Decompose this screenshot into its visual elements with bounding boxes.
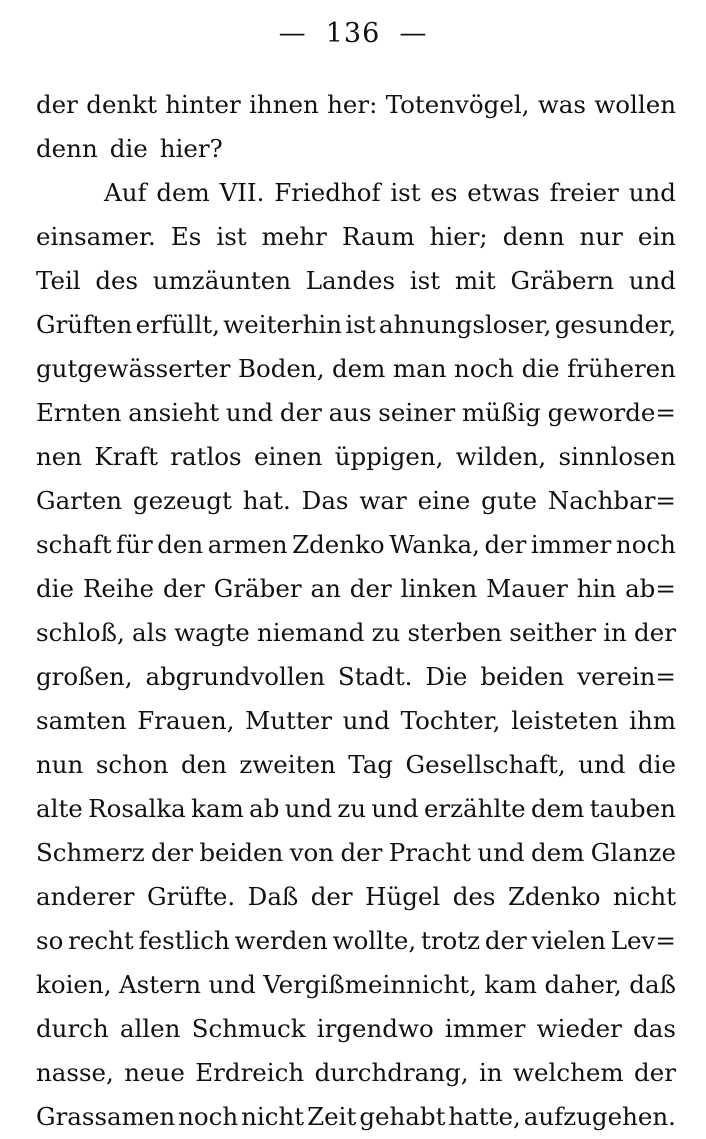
word: und [578,750,626,779]
word: irgendwo [316,1014,434,1043]
word: leisteten [511,706,619,735]
word: her: [327,90,378,119]
word: festlich [138,926,230,955]
word: anderer [36,882,135,911]
word: hin [576,574,617,603]
word: aufzugehen. [523,1102,676,1131]
word: hier? [159,134,223,163]
text-line [36,303,676,347]
word: Frauen, [137,706,235,735]
word: immer [530,530,612,559]
text-line [36,1051,676,1095]
word: für [116,530,153,559]
word: und [225,398,274,427]
word: in [478,1058,503,1087]
text-line [36,875,676,919]
word: und [371,794,419,823]
word: koien, [36,970,112,999]
word: des [95,266,139,295]
word: Wanka, [389,530,480,559]
word: nun [36,750,84,779]
word: der [36,90,78,119]
word: der [279,398,322,427]
word: Reihe [82,574,155,603]
word: seither [509,618,597,647]
word: Lev= [610,926,676,955]
word: einsamer. [36,222,156,251]
word: in [603,618,627,647]
word: wollte, [332,926,417,955]
word: von [289,838,335,867]
word: Totenvögel, [385,90,530,119]
word: denkt [86,90,157,119]
word: Kraft [94,442,158,471]
word: Gräbern [510,266,615,295]
word: Teil [36,266,81,295]
word: geworde= [547,398,676,427]
text-line [36,127,676,171]
word: niemand [257,618,365,647]
word: Mutter [245,706,332,735]
word: denn [502,222,565,251]
word: ahnungsloser, [378,310,552,339]
word: nasse, [36,1058,114,1087]
word: wieder [536,1014,622,1043]
word: armen [207,530,288,559]
word: Friedhof [274,178,381,207]
word: kam [484,970,537,999]
word: abgrundvollen [145,662,325,691]
text-line [36,699,676,743]
word: des [452,882,496,911]
word: daher, [544,970,622,999]
word: der [634,1058,676,1087]
word: durchdrang, [314,1058,469,1087]
word: erzählte [423,794,526,823]
word: alte [36,794,83,823]
word: hinter [165,90,241,119]
text-line [36,523,676,567]
word: umzäunten [152,266,292,295]
word: ist [409,266,441,295]
word: sinnlosen [558,442,676,471]
word: ihnen [249,90,319,119]
word: zweiten [239,750,336,779]
word: Tochter, [400,706,501,735]
word: was [537,90,586,119]
word: der [634,618,676,647]
page-number: — 136 — [278,18,428,49]
word: ansieht [128,398,220,427]
text-line [36,567,676,611]
word: allen [119,1014,181,1043]
word: Zeit [307,1102,357,1131]
word: gutgewässerter [36,354,231,383]
word: dem [530,838,585,867]
word: Das [301,486,349,515]
word: dem [156,178,210,207]
text-line [36,1007,676,1051]
word: als [132,618,168,647]
text-line [36,743,676,787]
word: werden [234,926,328,955]
word: und [342,706,390,735]
word: der [340,838,383,867]
word: noch [178,1102,239,1131]
word: nicht [613,882,676,911]
word: Gräber [213,574,302,603]
word: Mauer [486,574,568,603]
word: Daß [247,882,299,911]
text-line [36,787,676,831]
word: trotz [420,926,481,955]
word: beiden [199,838,284,867]
word: die [637,750,676,779]
word: Boden, [237,354,325,383]
word: der [484,530,527,559]
word: vielen [531,926,606,955]
word: Es [170,222,202,251]
word: ist [345,310,376,339]
word: Stadt. [337,662,413,691]
word: gesunder, [554,310,676,339]
word: gezeugt [132,486,232,515]
word: und [208,970,256,999]
text-line [36,963,676,1007]
word: mehr [261,222,327,251]
word: Die [425,662,468,691]
word: samten [36,706,127,735]
word: freier [549,178,619,207]
word: Gesellschaft, [405,750,566,779]
word: Glanze [590,838,676,867]
word: war [359,486,407,515]
word: recht [68,926,134,955]
body-text [36,83,676,1139]
word: beiden [480,662,565,691]
word: Rosalka [88,794,186,823]
word: früheren [567,354,676,383]
text-line [36,171,676,215]
text-line [36,1095,676,1139]
word: daß [629,970,676,999]
word: Grüfte. [146,882,236,911]
word: zu [337,794,367,823]
word: Vergißmeinnicht, [263,970,477,999]
word: die [36,574,75,603]
word: der [162,574,205,603]
word: man [392,354,447,383]
word: Erdreich [195,1058,305,1087]
text-line [36,83,676,127]
text-line [36,479,676,523]
word: linken [400,574,478,603]
text-line [36,435,676,479]
word: der [484,926,527,955]
text-line [36,347,676,391]
word: welchem [513,1058,624,1087]
word: neue [124,1058,185,1087]
word: seiner [378,398,456,427]
word: Tag [348,750,393,779]
word: ist [216,222,247,251]
text-line [36,391,676,435]
word: wagte [174,618,250,647]
word: Raum [341,222,415,251]
word: schon [95,750,169,779]
word: Nachbar= [547,486,676,515]
word: der [310,882,353,911]
word: Garten [36,486,123,515]
word: großen, [36,662,133,691]
word: den [180,750,227,779]
word: und [628,178,676,207]
word: durch [36,1014,109,1043]
word: es [430,178,458,207]
word: verein= [577,662,676,691]
word: ihm [629,706,676,735]
word: an [310,574,341,603]
word: Schmerz [36,838,145,867]
word: ein [637,222,676,251]
word: weiterhin [223,310,343,339]
word: ab= [625,574,676,603]
word: tauben [589,794,676,823]
word: Astern [118,970,202,999]
word: denn [36,134,98,163]
word: die [109,134,148,163]
word: und [477,838,525,867]
word: zu [371,618,401,647]
word: gehabt [359,1102,446,1131]
text-line [36,259,676,303]
word: Zdenko [507,882,601,911]
word: Hügel [365,882,441,911]
word: so [36,926,64,955]
word: noch [615,530,676,559]
word: Auf [104,178,147,207]
word: die [521,354,560,383]
word: aus [328,398,372,427]
text-line [36,919,676,963]
word: hat. [242,486,291,515]
word: noch [454,354,515,383]
word: schloß, [36,618,125,647]
word: Grüften [36,310,133,339]
word: gute [481,486,537,515]
text-line [36,831,676,875]
word: ist [390,178,421,207]
word: nicht [241,1102,305,1131]
word: wollen [594,90,676,119]
text-line [36,611,676,655]
word: und [628,266,676,295]
word: Grassamen [36,1102,176,1131]
word: Pracht [388,838,471,867]
word: das [633,1014,676,1043]
word: hier; [429,222,488,251]
word: müßig [461,398,541,427]
word: eine [417,486,471,515]
word: Landes [305,266,396,295]
word: dem [332,354,386,383]
word: hatte, [448,1102,521,1131]
word: Schmuck [191,1014,306,1043]
word: kam [191,794,244,823]
word: sterben [407,618,503,647]
word: Ernten [36,398,122,427]
word: den [157,530,204,559]
word: der [349,574,392,603]
word: der [151,838,193,867]
word: einen [253,442,323,471]
word: etwas [467,178,540,207]
word: ab [249,794,280,823]
word: nur [579,222,623,251]
word: wilden, [455,442,547,471]
word: ratlos [170,442,242,471]
word: immer [444,1014,526,1043]
word: schaft [36,530,112,559]
word: und [284,794,333,823]
word: erfüllt, [135,310,220,339]
word: mit [454,266,496,295]
text-line [36,655,676,699]
word: VII. [219,178,265,207]
text-line [36,215,676,259]
word: üppigen, [334,442,444,471]
word: Zdenko [292,530,385,559]
word: nen [36,442,83,471]
word: dem [530,794,585,823]
